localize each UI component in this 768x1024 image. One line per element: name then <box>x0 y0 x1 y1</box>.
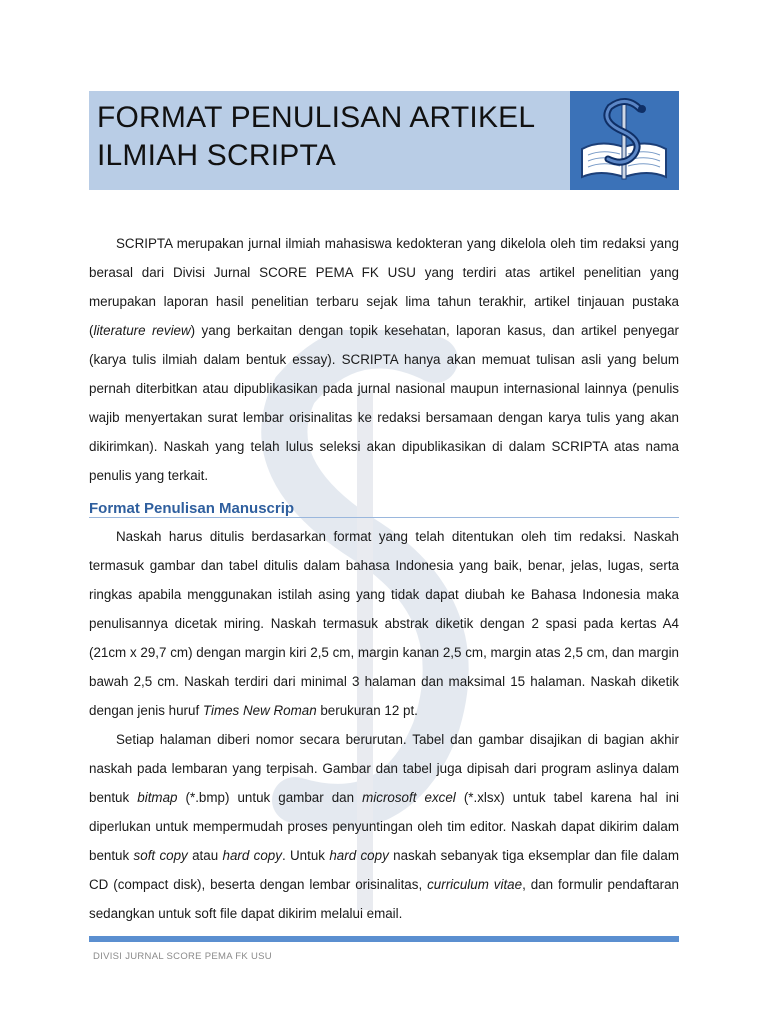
p1-text-2: berukuran 12 pt. <box>316 703 418 718</box>
p1-italic-1: Times New Roman <box>202 703 317 718</box>
intro-text-1: SCRIPTA merupakan jurnal ilmiah mahasiswa kedokteran yang dikelola oleh tim redaksi yang berasal dari Divisi Jurnal SCORE PEMA FK USU yang terdiri atas artikel penelitian yang merupakan laporan hasil penelitian terbaru sejak lima tahun terakhir, artikel tinjauan pustaka ( <box>89 236 679 338</box>
format-section <box>89 522 679 928</box>
p2-italic-4: hard copy <box>222 848 282 863</box>
p2-italic-5: hard copy <box>329 848 389 863</box>
header-logo-box <box>570 91 679 190</box>
p2-text-7: , dan formulir pendaftaran sedangkan untuk soft file dapat dikirim melalui email. <box>89 877 679 921</box>
footer-bar <box>89 936 679 942</box>
p2-text-3: (*.xlsx) untuk tabel karena hal ini diperlukan untuk mempermudah proses penyuntingan oleh tim editor. Naskah dapat dikirim dalam bentuk <box>89 790 679 863</box>
intro-text-2: ) yang berkaitan dengan topik kesehatan, laporan kasus, dan artikel penyegar (karya tulis ilmiah dalam bentuk essay). SCRIPTA hanya akan memuat tulisan asli yang belum pernah diterbitkan atau dipublikasikan pada jurnal nasional maupun internasional lainnya (penulis wajib menyertakan surat lembar orisinalitas ke redaksi bersamaan dengan karya tulis yang akan dikirimkan). Naskah yang telah lulus seleksi akan dipublikasikan di dalam SCRIPTA atas nama penulis yang terkait. <box>89 323 680 483</box>
intro-paragraph <box>89 229 679 490</box>
p2-text-1: Setiap halaman diberi nomor secara berurutan. Tabel dan gambar disajikan di bagian akhir naskah pada lembaran yang terpisah. Gambar dan tabel juga dipisah dari program aslinya dalam bentuk <box>89 732 679 805</box>
document-header <box>89 91 679 190</box>
format-paragraph-2 <box>89 725 679 928</box>
p2-italic-1: bitmap <box>137 790 178 805</box>
intro-section <box>89 229 679 490</box>
book-serpent-logo-icon <box>570 91 679 190</box>
header-title-box <box>89 91 570 190</box>
intro-italic-1: literature review <box>93 323 191 338</box>
section-divider <box>89 517 679 518</box>
p2-text-6: naskah sebanyak tiga eksemplar dan file dalam CD (compact disk), beserta dengan lembar orisinalitas, <box>89 848 679 892</box>
section-heading: Format Penulisan Manuscrip <box>89 500 295 517</box>
p2-italic-3: soft copy <box>133 848 188 863</box>
p2-text-2: (*.bmp) untuk gambar dan <box>177 790 363 805</box>
footer-text: DIVISI JURNAL SCORE PEMA FK USU <box>93 951 272 962</box>
page-title-line-2: ILMIAH SCRIPTA <box>97 139 336 172</box>
p2-text-4: atau <box>187 848 223 863</box>
page-title <box>97 99 567 175</box>
page-title-line-1: FORMAT PENULISAN ARTIKEL <box>97 101 536 134</box>
p2-italic-6: curriculum vitae <box>427 877 523 892</box>
p2-italic-2: microsoft excel <box>362 790 456 805</box>
p1-text-1: Naskah harus ditulis berdasarkan format yang telah ditentukan oleh tim redaksi. Naskah termasuk gambar dan tabel ditulis dalam bahasa Indonesia yang baik, benar, jelas, lugas, serta ringkas apabila menggunakan istilah asing yang tidak dapat diubah ke Bahasa Indonesia maka penulisannya dicetak miring. Naskah termasuk abstrak diketik dengan 2 spasi pada kertas A4 (21cm x 29,7 cm) dengan margin kiri 2,5 cm, margin kanan 2,5 cm, margin atas 2,5 cm, dan margin bawah 2,5 cm. Naskah terdiri dari minimal 3 halaman dan maksimal 15 halaman. Naskah diketik dengan jenis huruf <box>89 529 679 718</box>
format-paragraph-1 <box>89 522 679 725</box>
p2-text-5: . Untuk <box>281 848 330 863</box>
